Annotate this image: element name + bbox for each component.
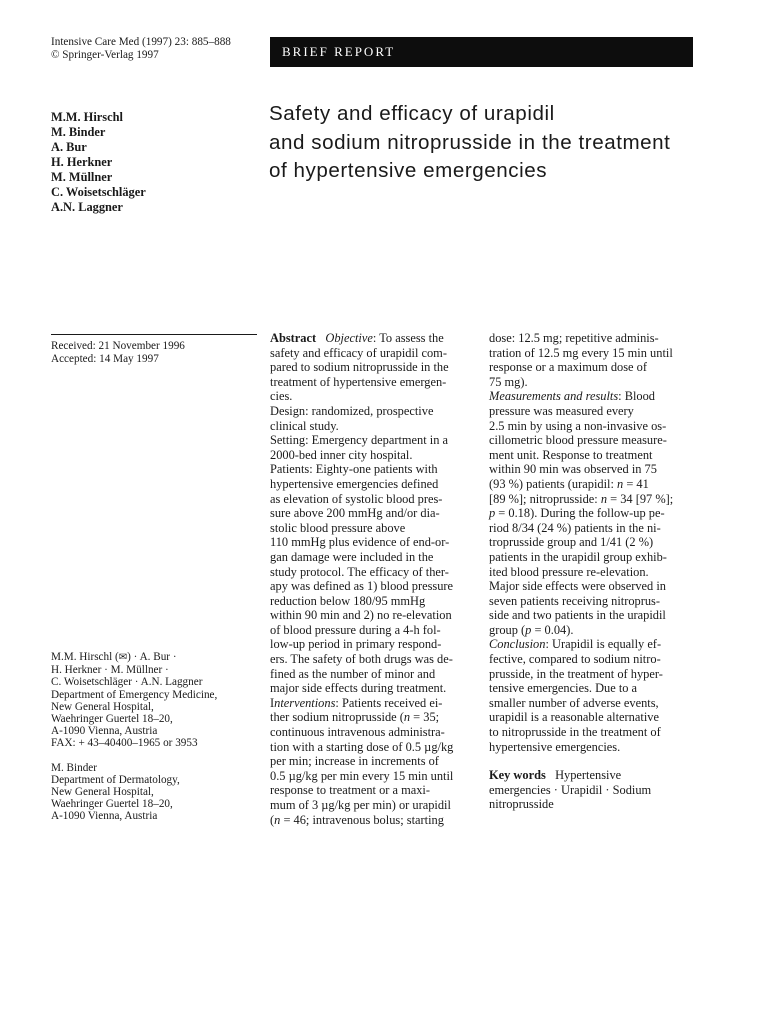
abstract-text: ( xyxy=(270,812,275,827)
copyright-notice: © Springer-Verlag 1997 xyxy=(51,49,159,61)
abstract-line: tion with a starting dose of 0.5 µg/kg xyxy=(270,739,454,754)
abstract-line: fective, compared to sodium nitro- xyxy=(489,652,661,667)
author-name: C. Woisetschläger xyxy=(51,185,146,199)
abstract-line: urapidil is a reasonable alternative xyxy=(489,710,659,725)
abstract-line: smaller number of adverse events, xyxy=(489,695,659,710)
abstract-line: sure above 200 mmHg and/or dia- xyxy=(270,506,440,521)
abstract-line: hypertensive emergencies. xyxy=(489,739,621,754)
affiliation-line: Department of Emergency Medicine, xyxy=(51,688,218,701)
affiliation-line: H. Herkner · M. Müllner · xyxy=(51,664,169,677)
article-title xyxy=(269,100,709,186)
abstract-line: to nitroprusside in the treatment of xyxy=(489,725,661,740)
abstract-line: patients in the urapidil group exhib- xyxy=(489,549,667,564)
title-line: Safety and efficacy of urapidil xyxy=(269,102,555,125)
article-dates xyxy=(51,340,185,365)
affiliation-line xyxy=(51,651,217,664)
affiliation-line: Waehringer Guertel 18–20, xyxy=(51,713,173,726)
affiliation-line: C. Woisetschläger · A.N. Laggner xyxy=(51,676,203,689)
abstract-line: Setting: Emergency department in a xyxy=(270,433,449,448)
author-name: M. Müllner xyxy=(51,170,113,184)
abstract-line: riod 8/34 (24 %) patients in the ni- xyxy=(489,520,661,535)
divider-rule xyxy=(51,334,257,335)
abstract-text: : Patients received ei- xyxy=(335,695,443,710)
abstract-line: 110 mmHg plus evidence of end-or- xyxy=(270,535,450,550)
abstract-line xyxy=(489,623,673,638)
abstract-text: p xyxy=(489,506,496,521)
abstract-line xyxy=(489,637,673,652)
abstract-column-2 xyxy=(489,331,673,812)
abstract-line: Major side effects were observed in xyxy=(489,579,666,594)
abstract-text: = 41 xyxy=(623,476,649,491)
author-name: A.N. Laggner xyxy=(51,200,123,214)
abstract-text: n xyxy=(403,710,411,725)
abstract-label: Abstract xyxy=(270,331,317,345)
abstract-text: n xyxy=(274,812,281,827)
abstract-line: stolic blood pressure above xyxy=(270,520,406,535)
keywords-line: nitroprusside xyxy=(489,797,554,812)
abstract-line: as elevation of systolic blood pres- xyxy=(270,491,443,506)
abstract-line: side and two patients in the urapidil xyxy=(489,608,666,623)
abstract-text: : To assess the xyxy=(372,331,444,345)
affiliation-line: New General Hospital, xyxy=(51,700,154,713)
abstract-line: Design: randomized, prospective xyxy=(270,403,434,418)
abstract-line: clinical study. xyxy=(270,418,339,433)
author-affiliations xyxy=(51,651,217,823)
corresponding-author: M.M. Hirschl ( xyxy=(51,651,119,663)
abstract-text: = 46; intravenous bolus; starting xyxy=(280,812,444,827)
abstract-text: I xyxy=(270,695,275,710)
affiliation-line: M. Binder xyxy=(51,761,97,774)
abstract-line xyxy=(489,477,673,492)
abstract-line: pressure was measured every xyxy=(489,403,634,418)
abstract-line xyxy=(270,331,453,346)
keywords-line xyxy=(489,768,673,783)
abstract-line: cillometric blood pressure measure- xyxy=(489,433,667,448)
affiliation-line: Department of Dermatology, xyxy=(51,773,180,786)
envelope-icon: ✉ xyxy=(118,652,128,663)
author-list xyxy=(51,110,146,215)
abstract-line: gan damage were included in the xyxy=(270,549,434,564)
abstract-line: continuous intravenous administra- xyxy=(270,725,445,740)
abstract-line xyxy=(489,389,673,404)
received-date: Received: 21 November 1996 xyxy=(51,340,185,352)
abstract-line: study protocol. The efficacy of ther- xyxy=(270,564,449,579)
abstract-text: p xyxy=(525,622,532,637)
abstract-text: : Urapidil is equally ef- xyxy=(545,637,662,652)
abstract-line: ited blood pressure re-elevation. xyxy=(489,564,649,579)
abstract-line: seven patients receiving nitroprus- xyxy=(489,593,661,608)
journal-citation: Intensive Care Med (1997) 23: 885–888 xyxy=(51,36,231,48)
abstract-line xyxy=(489,506,673,521)
abstract-line: within 90 min and 2) no re-elevation xyxy=(270,608,452,623)
abstract-text: = 34 [97 %]; xyxy=(607,491,674,506)
abstract-text: = 0.04). xyxy=(531,622,574,637)
interventions-label: nterventions xyxy=(274,695,336,710)
spacer xyxy=(489,754,673,768)
author-name: A. Bur xyxy=(51,140,87,154)
abstract-line: dose: 12.5 mg; repetitive adminis- xyxy=(489,331,659,345)
abstract-text: n xyxy=(617,476,624,491)
conclusion-label: Conclusion xyxy=(489,637,546,652)
author-name: M.M. Hirschl xyxy=(51,110,123,124)
abstract-line: tensive emergencies. Due to a xyxy=(489,681,638,696)
affiliation-text: ) · A. Bur · xyxy=(127,651,177,663)
abstract-line: hypertensive emergencies defined xyxy=(270,476,439,491)
abstract-line: per min; increase in increments of xyxy=(270,754,439,769)
abstract-line: prusside, in the treatment of hyper- xyxy=(489,666,663,681)
abstract-line xyxy=(270,710,453,725)
abstract-line: apy was defined as 1) blood pressure xyxy=(270,579,454,594)
abstract-line: Patients: Eighty-one patients with xyxy=(270,462,438,477)
affiliation-line: New General Hospital, xyxy=(51,786,154,799)
abstract-line: low-up period in primary respond- xyxy=(270,637,442,652)
article-type-label: BRIEF REPORT xyxy=(282,44,396,59)
abstract-line: tration of 12.5 mg every 15 min until xyxy=(489,345,673,360)
affiliation-line: A-1090 Vienna, Austria xyxy=(51,725,158,738)
affiliation-line: A-1090 Vienna, Austria xyxy=(51,810,158,823)
fax-number: FAX: + 43–40400–1965 or 3953 xyxy=(51,737,198,750)
keywords-line: emergencies · Urapidil · Sodium xyxy=(489,782,652,797)
abstract-line: safety and efficacy of urapidil com- xyxy=(270,345,447,360)
abstract-line: treatment of hypertensive emergen- xyxy=(270,374,447,389)
affiliation-line: Waehringer Guertel 18–20, xyxy=(51,798,173,811)
abstract-text: [89 %]; nitroprusside: xyxy=(489,491,601,506)
abstract-line: major side effects during treatment. xyxy=(270,681,447,696)
abstract-line: 2.5 min by using a non-invasive os- xyxy=(489,418,667,433)
abstract-line: response or a maximum dose of xyxy=(489,360,647,375)
abstract-text: = 0.18). During the follow-up pe- xyxy=(495,506,665,521)
abstract-line: ment unit. Response to treatment xyxy=(489,447,653,462)
abstract-line: response to treatment or a maxi- xyxy=(270,783,430,798)
abstract-text: n xyxy=(600,491,608,506)
title-line: of hypertensive emergencies xyxy=(269,159,548,182)
author-name: M. Binder xyxy=(51,125,106,139)
abstract-text: = 35; xyxy=(410,710,440,725)
abstract-line xyxy=(270,813,453,828)
accepted-date: Accepted: 14 May 1997 xyxy=(51,352,159,365)
journal-info xyxy=(51,36,231,62)
abstract-line: mum of 3 µg/kg per min) or urapidil xyxy=(270,798,451,812)
measurements-label: Measurements and results xyxy=(489,389,619,404)
objective-label: Objective xyxy=(325,331,373,345)
abstract-line: fined as the number of minor and xyxy=(270,666,436,681)
abstract-line: cies. xyxy=(270,389,293,404)
abstract-line: ers. The safety of both drugs was de- xyxy=(270,652,453,667)
abstract-text: ther sodium nitroprusside ( xyxy=(270,710,404,725)
abstract-line: troprusside group and 1/41 (2 %) xyxy=(489,535,654,550)
abstract-line xyxy=(489,492,673,507)
title-line: and sodium nitroprusside in the treatment xyxy=(269,130,671,154)
abstract-text: (93 %) patients (urapidil: xyxy=(489,476,618,491)
abstract-line: 75 mg). xyxy=(489,374,528,389)
keyword-text: Hypertensive xyxy=(555,768,622,783)
abstract-line: of blood pressure during a 4-h fol- xyxy=(270,622,441,637)
abstract-line: 2000-bed inner city hospital. xyxy=(270,447,413,462)
abstract-line: reduction below 180/95 mmHg xyxy=(270,593,426,608)
spacer xyxy=(51,750,217,762)
abstract-line xyxy=(270,696,453,711)
abstract-text: group ( xyxy=(489,622,526,637)
author-name: H. Herkner xyxy=(51,155,113,169)
abstract-column-1 xyxy=(270,331,453,827)
article-type-banner xyxy=(270,37,693,67)
abstract-text: : Blood xyxy=(618,389,656,404)
keywords-label: Key words xyxy=(489,768,546,783)
abstract-line: 0.5 µg/kg per min every 15 min until xyxy=(270,768,454,783)
abstract-line: pared to sodium nitroprusside in the xyxy=(270,360,449,375)
abstract-line: within 90 min was observed in 75 xyxy=(489,462,657,477)
